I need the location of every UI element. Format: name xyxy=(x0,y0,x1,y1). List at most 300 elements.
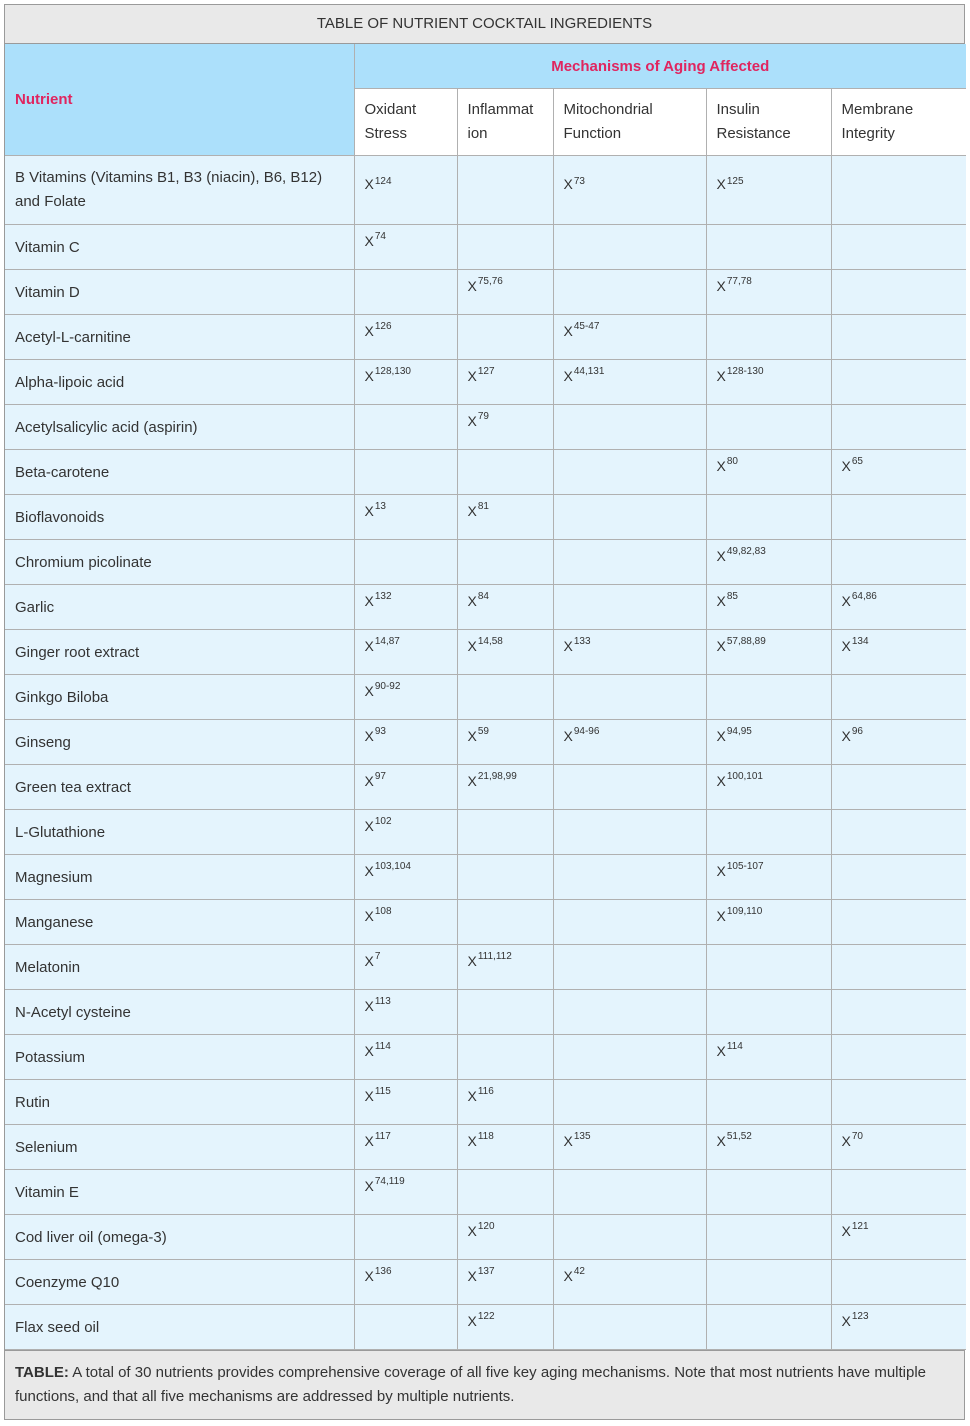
mechanism-cell xyxy=(831,1215,966,1260)
table-row xyxy=(5,630,966,675)
mechanism-mark xyxy=(467,410,489,429)
mark-x: X xyxy=(364,862,374,879)
mechanism-cell xyxy=(457,495,553,540)
mechanism-cell xyxy=(706,810,831,855)
mechanism-mark xyxy=(364,1040,391,1059)
mechanism-cell xyxy=(553,225,706,270)
nutrient-table xyxy=(5,44,966,1350)
mark-x: X xyxy=(563,322,573,339)
mechanism-mark xyxy=(716,590,738,609)
mechanism-mark xyxy=(716,860,764,879)
mechanism-cell xyxy=(831,495,966,540)
mark-x: X xyxy=(364,1177,374,1194)
table-row xyxy=(5,270,966,315)
mechanism-cell xyxy=(457,225,553,270)
mark-x: X xyxy=(467,1132,477,1149)
mark-x: X xyxy=(364,367,374,384)
mechanism-cell xyxy=(553,855,706,900)
mark-x: X xyxy=(563,727,573,744)
mechanism-cell xyxy=(553,540,706,585)
reference-superscript: 121 xyxy=(851,1220,869,1232)
mark-x: X xyxy=(563,175,573,192)
mechanism-cell xyxy=(553,1170,706,1215)
mechanism-mark xyxy=(364,860,412,879)
mark-x: X xyxy=(716,1042,726,1059)
mechanism-cell xyxy=(457,1260,553,1305)
mechanism-cell xyxy=(831,855,966,900)
table-row xyxy=(5,990,966,1035)
reference-superscript: 75,76 xyxy=(477,275,503,287)
nutrient-name: Acetylsalicylic acid (aspirin) xyxy=(5,405,354,450)
reference-superscript: 102 xyxy=(374,815,392,827)
mechanisms-header: Mechanisms of Aging Affected xyxy=(354,44,966,89)
mark-x: X xyxy=(467,412,477,429)
mechanism-cell xyxy=(354,405,457,450)
mark-x: X xyxy=(364,1042,374,1059)
nutrient-name: Coenzyme Q10 xyxy=(5,1260,354,1305)
reference-superscript: 109,110 xyxy=(726,905,763,917)
mark-x: X xyxy=(364,637,374,654)
mechanism-mark xyxy=(364,995,391,1014)
mechanism-mark xyxy=(841,725,863,744)
mechanism-cell xyxy=(553,360,706,405)
mechanism-cell xyxy=(354,1170,457,1215)
table-footer-note xyxy=(5,1350,964,1419)
mechanism-mark xyxy=(716,725,752,744)
mechanism-cell xyxy=(457,990,553,1035)
mark-x: X xyxy=(716,367,726,384)
mechanism-cell xyxy=(457,765,553,810)
mechanism-cell xyxy=(831,990,966,1035)
mechanism-cell xyxy=(706,720,831,765)
reference-superscript: 90-92 xyxy=(374,680,401,692)
mark-x: X xyxy=(364,1132,374,1149)
mechanism-cell xyxy=(457,1305,553,1350)
reference-superscript: 137 xyxy=(477,1265,495,1277)
reference-superscript: 117 xyxy=(374,1130,391,1142)
mechanism-cell xyxy=(457,720,553,765)
mechanism-cell xyxy=(706,156,831,225)
mark-x: X xyxy=(467,367,477,384)
table-row xyxy=(5,1305,966,1350)
mark-x: X xyxy=(716,592,726,609)
mechanism-mark xyxy=(467,950,512,969)
nutrient-name: Vitamin D xyxy=(5,270,354,315)
mechanism-cell xyxy=(706,360,831,405)
table-row xyxy=(5,720,966,765)
mechanism-mark xyxy=(364,365,412,384)
mark-x: X xyxy=(467,727,477,744)
reference-superscript: 116 xyxy=(477,1085,494,1097)
mechanism-cell xyxy=(354,270,457,315)
mechanism-cell xyxy=(354,1305,457,1350)
mechanism-cell xyxy=(553,675,706,720)
mark-x: X xyxy=(364,502,374,519)
mechanism-cell xyxy=(553,990,706,1035)
mechanism-cell xyxy=(831,270,966,315)
nutrient-name: Ginkgo Biloba xyxy=(5,675,354,720)
mechanism-cell xyxy=(354,945,457,990)
reference-superscript: 49,82,83 xyxy=(726,545,766,557)
mechanism-mark xyxy=(467,1130,494,1149)
nutrient-name: Magnesium xyxy=(5,855,354,900)
reference-superscript: 44,131 xyxy=(573,365,605,377)
mechanism-cell xyxy=(354,1080,457,1125)
mechanism-cell xyxy=(457,1170,553,1215)
mechanism-cell xyxy=(553,156,706,225)
mechanism-cell xyxy=(831,810,966,855)
table-row xyxy=(5,225,966,270)
mechanism-cell xyxy=(706,765,831,810)
mechanism-cell xyxy=(706,990,831,1035)
reference-superscript: 127 xyxy=(477,365,495,377)
mechanism-cell xyxy=(354,360,457,405)
mechanism-cell xyxy=(831,630,966,675)
mark-x: X xyxy=(467,1312,477,1329)
mechanism-mark xyxy=(563,1265,585,1284)
mark-x: X xyxy=(716,862,726,879)
mark-x: X xyxy=(364,817,374,834)
mechanism-cell xyxy=(354,765,457,810)
mechanism-cell xyxy=(354,990,457,1035)
mechanism-cell xyxy=(831,1260,966,1305)
mechanism-cell xyxy=(831,900,966,945)
mark-x: X xyxy=(841,592,851,609)
table-title: TABLE OF NUTRIENT COCKTAIL INGREDIENTS xyxy=(5,5,964,44)
mechanism-mark xyxy=(364,500,386,519)
mechanism-mark xyxy=(467,725,489,744)
mechanism-cell xyxy=(831,675,966,720)
mechanism-mark xyxy=(841,1130,863,1149)
mechanism-cell xyxy=(553,765,706,810)
reference-superscript: 64,86 xyxy=(851,590,877,602)
mechanism-cell xyxy=(706,270,831,315)
reference-superscript: 85 xyxy=(726,590,738,602)
mechanism-cell xyxy=(706,855,831,900)
mechanism-mark xyxy=(467,635,503,654)
mark-x: X xyxy=(467,772,477,789)
mechanism-cell xyxy=(553,1035,706,1080)
mark-x: X xyxy=(716,727,726,744)
mechanism-cell xyxy=(831,720,966,765)
mechanism-cell xyxy=(354,540,457,585)
mechanism-cell xyxy=(457,315,553,360)
nutrient-name: Alpha-lipoic acid xyxy=(5,360,354,405)
mechanism-mark xyxy=(467,1220,495,1239)
mark-x: X xyxy=(364,175,374,192)
column-header-oxidant-stress: Oxidant Stress xyxy=(354,89,457,156)
mechanism-mark xyxy=(467,365,495,384)
mark-x: X xyxy=(467,1267,477,1284)
reference-superscript: 14,58 xyxy=(477,635,503,647)
mechanism-cell xyxy=(553,270,706,315)
mechanism-cell xyxy=(553,315,706,360)
nutrient-name: Garlic xyxy=(5,585,354,630)
footer-text: A total of 30 nutrients provides comprehensive coverage of all five key aging mechanisms. Note that most nutrients have multiple functions, and that all five mechanisms are addressed by multiple nutrients. xyxy=(15,1364,927,1405)
mechanism-cell xyxy=(354,315,457,360)
mark-x: X xyxy=(563,367,573,384)
mechanism-mark xyxy=(364,905,392,924)
nutrient-name: Potassium xyxy=(5,1035,354,1080)
mechanism-cell xyxy=(831,1035,966,1080)
mechanism-mark xyxy=(364,725,386,744)
mechanism-cell xyxy=(457,450,553,495)
mechanism-cell xyxy=(706,495,831,540)
mechanism-mark xyxy=(364,1085,391,1104)
table-row xyxy=(5,1080,966,1125)
mechanism-cell xyxy=(457,1035,553,1080)
reference-superscript: 96 xyxy=(851,725,863,737)
mechanism-mark xyxy=(364,680,401,699)
reference-superscript: 128-130 xyxy=(726,365,764,377)
nutrient-name: N-Acetyl cysteine xyxy=(5,990,354,1035)
mechanism-cell xyxy=(457,360,553,405)
reference-superscript: 94-96 xyxy=(573,725,600,737)
reference-superscript: 13 xyxy=(374,500,386,512)
mechanism-cell xyxy=(831,156,966,225)
mechanism-cell xyxy=(354,675,457,720)
table-row xyxy=(5,156,966,225)
mechanism-cell xyxy=(553,720,706,765)
mechanism-mark xyxy=(467,590,489,609)
mechanism-mark xyxy=(716,905,763,924)
table-row xyxy=(5,585,966,630)
mechanism-mark xyxy=(716,1040,743,1059)
table-row xyxy=(5,810,966,855)
reference-superscript: 103,104 xyxy=(374,860,411,872)
mechanism-cell xyxy=(457,1125,553,1170)
reference-superscript: 97 xyxy=(374,770,386,782)
mechanism-cell xyxy=(706,315,831,360)
mechanism-cell xyxy=(706,450,831,495)
mark-x: X xyxy=(364,1267,374,1284)
nutrient-column-header: Nutrient xyxy=(5,44,354,156)
reference-superscript: 113 xyxy=(374,995,391,1007)
mechanism-mark xyxy=(364,770,386,789)
mark-x: X xyxy=(716,637,726,654)
mechanism-mark xyxy=(563,635,591,654)
mechanism-cell xyxy=(831,405,966,450)
mark-x: X xyxy=(467,502,477,519)
mark-x: X xyxy=(467,1087,477,1104)
mechanism-mark xyxy=(841,455,863,474)
mechanism-cell xyxy=(354,225,457,270)
table-row xyxy=(5,1170,966,1215)
mechanism-cell xyxy=(354,900,457,945)
reference-superscript: 114 xyxy=(374,1040,391,1052)
reference-superscript: 128,130 xyxy=(374,365,411,377)
mechanism-cell xyxy=(706,900,831,945)
mechanism-mark xyxy=(841,590,877,609)
nutrient-name: Cod liver oil (omega-3) xyxy=(5,1215,354,1260)
reference-superscript: 125 xyxy=(726,175,744,187)
mechanism-cell xyxy=(706,1170,831,1215)
mechanism-cell xyxy=(831,1080,966,1125)
mechanism-mark xyxy=(841,635,869,654)
mark-x: X xyxy=(841,1132,851,1149)
mechanism-cell xyxy=(457,1215,553,1260)
mechanism-cell xyxy=(354,495,457,540)
mechanism-cell xyxy=(457,405,553,450)
reference-superscript: 111,112 xyxy=(477,950,512,962)
nutrient-table-container xyxy=(4,4,965,1420)
reference-superscript: 57,88,89 xyxy=(726,635,766,647)
mechanism-cell xyxy=(553,1080,706,1125)
reference-superscript: 94,95 xyxy=(726,725,752,737)
mechanism-mark xyxy=(563,320,600,339)
table-row xyxy=(5,450,966,495)
reference-superscript: 108 xyxy=(374,905,392,917)
mark-x: X xyxy=(467,277,477,294)
mechanism-cell xyxy=(831,1170,966,1215)
mechanism-mark xyxy=(564,176,585,192)
reference-superscript: 74,119 xyxy=(374,1175,405,1187)
mark-x: X xyxy=(364,952,374,969)
table-row xyxy=(5,360,966,405)
mechanism-cell xyxy=(831,1305,966,1350)
nutrient-name: Chromium picolinate xyxy=(5,540,354,585)
mechanism-cell xyxy=(831,450,966,495)
table-body xyxy=(5,156,966,1350)
mechanism-mark xyxy=(364,1130,391,1149)
mechanism-cell xyxy=(457,675,553,720)
mark-x: X xyxy=(364,907,374,924)
nutrient-name: Ginger root extract xyxy=(5,630,354,675)
mechanism-cell xyxy=(457,585,553,630)
nutrient-name: Vitamin E xyxy=(5,1170,354,1215)
mechanism-cell xyxy=(706,1125,831,1170)
mechanism-cell xyxy=(354,630,457,675)
mechanism-cell xyxy=(457,270,553,315)
mark-x: X xyxy=(364,772,374,789)
mechanism-cell xyxy=(706,1215,831,1260)
mechanism-cell xyxy=(553,1305,706,1350)
mechanism-cell xyxy=(354,1035,457,1080)
mechanism-cell xyxy=(706,405,831,450)
mechanism-cell xyxy=(831,540,966,585)
reference-superscript: 93 xyxy=(374,725,386,737)
mechanism-mark xyxy=(364,1175,405,1194)
reference-superscript: 122 xyxy=(477,1310,495,1322)
reference-superscript: 123 xyxy=(851,1310,869,1322)
mechanism-mark xyxy=(364,950,381,969)
mechanism-mark xyxy=(716,545,766,564)
mechanism-mark xyxy=(364,635,400,654)
table-row xyxy=(5,1125,966,1170)
reference-superscript: 74 xyxy=(374,230,386,242)
mechanism-cell xyxy=(831,315,966,360)
mechanism-cell xyxy=(354,585,457,630)
mechanism-mark xyxy=(364,1265,392,1284)
reference-superscript: 133 xyxy=(573,635,591,647)
reference-superscript: 126 xyxy=(374,320,392,332)
reference-superscript: 77,78 xyxy=(726,275,752,287)
table-row xyxy=(5,675,966,720)
mark-x: X xyxy=(841,457,851,474)
mechanism-mark xyxy=(467,1265,495,1284)
mechanism-cell xyxy=(553,810,706,855)
nutrient-name: Beta-carotene xyxy=(5,450,354,495)
mechanism-cell xyxy=(553,1215,706,1260)
mechanism-mark xyxy=(716,275,752,294)
table-row xyxy=(5,945,966,990)
mark-x: X xyxy=(467,952,477,969)
mark-x: X xyxy=(841,637,851,654)
mechanism-cell xyxy=(457,945,553,990)
mechanism-mark xyxy=(716,770,764,789)
footer-label: TABLE: xyxy=(15,1364,69,1381)
reference-superscript: 134 xyxy=(851,635,869,647)
mark-x: X xyxy=(841,727,851,744)
mark-x: X xyxy=(467,592,477,609)
nutrient-name: Acetyl-L-carnitine xyxy=(5,315,354,360)
mechanism-cell xyxy=(457,855,553,900)
reference-superscript: 115 xyxy=(374,1085,391,1097)
mark-x: X xyxy=(716,1132,726,1149)
mechanism-cell xyxy=(553,630,706,675)
reference-superscript: 80 xyxy=(726,455,738,467)
mechanism-cell xyxy=(457,156,553,225)
mechanism-mark xyxy=(467,1085,494,1104)
mechanism-mark xyxy=(841,1310,869,1329)
mark-x: X xyxy=(364,592,374,609)
mark-x: X xyxy=(364,997,374,1014)
mechanism-mark xyxy=(364,320,392,339)
table-row xyxy=(5,900,966,945)
reference-superscript: 7 xyxy=(374,950,381,962)
reference-superscript: 45-47 xyxy=(573,320,600,332)
mechanism-cell xyxy=(457,900,553,945)
reference-superscript: 65 xyxy=(851,455,863,467)
mechanism-cell xyxy=(706,540,831,585)
mechanism-cell xyxy=(457,630,553,675)
mechanism-cell xyxy=(354,810,457,855)
reference-superscript: 21,98,99 xyxy=(477,770,517,782)
mark-x: X xyxy=(716,457,726,474)
table-row xyxy=(5,855,966,900)
mechanism-mark xyxy=(717,176,744,192)
mechanism-cell xyxy=(706,1260,831,1305)
nutrient-name: Melatonin xyxy=(5,945,354,990)
reference-superscript: 84 xyxy=(477,590,489,602)
nutrient-name: Ginseng xyxy=(5,720,354,765)
mechanism-cell xyxy=(553,450,706,495)
mechanism-cell xyxy=(553,945,706,990)
table-row xyxy=(5,405,966,450)
mechanism-mark xyxy=(467,1310,495,1329)
mark-x: X xyxy=(364,1087,374,1104)
reference-superscript: 70 xyxy=(851,1130,863,1142)
mechanism-mark xyxy=(563,365,605,384)
nutrient-name: Green tea extract xyxy=(5,765,354,810)
mechanism-cell xyxy=(706,1035,831,1080)
mark-x: X xyxy=(563,1267,573,1284)
mechanism-cell xyxy=(354,450,457,495)
table-row xyxy=(5,495,966,540)
reference-superscript: 100,101 xyxy=(726,770,763,782)
mechanism-mark xyxy=(365,176,392,192)
nutrient-name: Vitamin C xyxy=(5,225,354,270)
reference-superscript: 120 xyxy=(477,1220,495,1232)
reference-superscript: 79 xyxy=(477,410,489,422)
table-row xyxy=(5,540,966,585)
nutrient-name: B Vitamins (Vitamins B1, B3 (niacin), B6, B12) and Folate xyxy=(5,156,354,225)
nutrient-name: Selenium xyxy=(5,1125,354,1170)
mark-x: X xyxy=(716,175,726,192)
mark-x: X xyxy=(467,1222,477,1239)
mechanism-mark xyxy=(364,590,392,609)
mark-x: X xyxy=(716,772,726,789)
